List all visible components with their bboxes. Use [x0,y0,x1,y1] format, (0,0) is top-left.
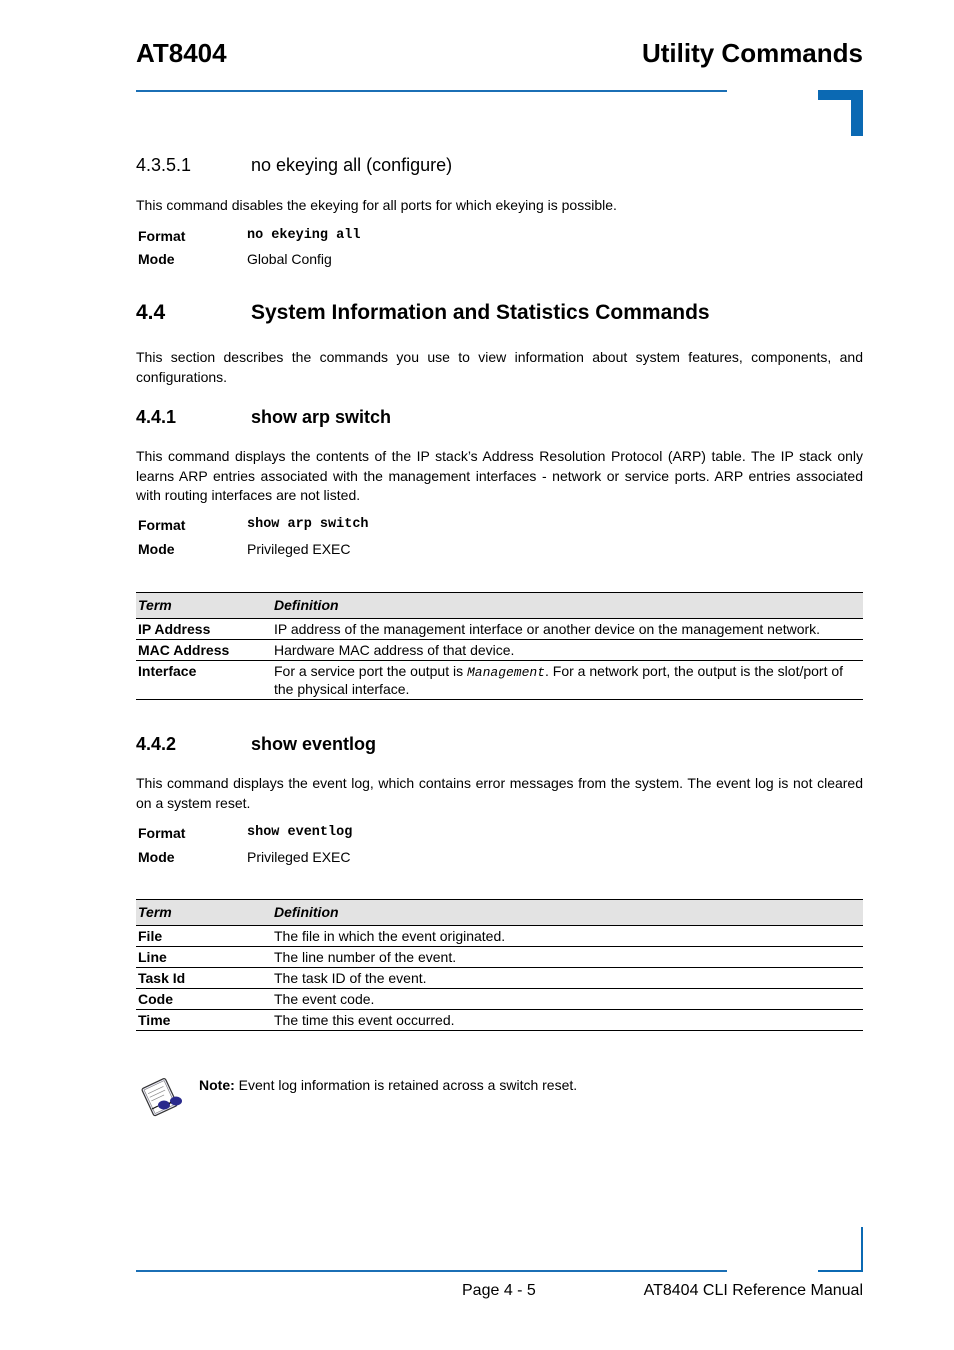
definition-cell: The file in which the event originated. [272,926,863,947]
table-header-row [136,593,863,619]
footer-corner-mark-base [818,1270,863,1272]
table-row [136,968,863,989]
subsection-description: This command displays the event log, which contains error messages from the system. The event log is not cleared on a system reset. [136,775,863,811]
eventlog-definition-table [136,899,863,1031]
section-number: 4.3.5.1 [136,155,192,175]
corner-mark-side [851,90,863,136]
inline-code: Management [466,665,545,680]
term-cell: Task Id [136,968,272,989]
format-command: show eventlog [247,825,353,840]
definition-column-header: Definition [272,900,863,926]
definition-cell: The task ID of the event. [272,968,863,989]
definition-cell: The time this event occurred. [272,1010,863,1031]
note-body: Event log information is retained across a switch reset. [234,1077,578,1093]
table-row [136,989,863,1010]
mode-value: Privileged EXEC [247,849,351,865]
page-number: Page 4 - 5 [462,1282,536,1299]
table-row [136,619,863,640]
definition-text: . For a network port, the output is the slot/port of the physical interface. [274,663,844,697]
subsection-number: 4.4.2 [136,734,177,754]
format-command: no ekeying all [247,228,361,243]
mode-label: Mode [138,541,175,557]
footer-corner-mark [861,1227,863,1272]
term-column-header: Term [136,900,272,926]
chapter-section-title: System Information and Statistics Commands [251,301,710,324]
term-cell: IP Address [136,619,272,640]
definition-cell: The line number of the event. [272,947,863,968]
mode-value: Global Config [247,251,332,267]
table-row [136,640,863,661]
section-description: This command disables the ekeying for all ports for which ekeying is possible. [136,197,617,213]
term-cell: MAC Address [136,640,272,661]
footer-rule [136,1270,727,1272]
definition-text: For a service port the output is [274,663,467,679]
subsection-description: This command displays the contents of the IP stack’s Address Resolution Protocol (ARP) table. The IP stack only learns ARP entries associated with the management interfaces - network or service ports. ARP entries associated with routing interfaces are not listed. [136,448,863,503]
term-cell: Interface [136,661,272,700]
term-column-header: Term [136,593,272,619]
subsection-title: show arp switch [251,407,392,427]
subsection-number: 4.4.1 [136,407,177,427]
chapter-section-number: 4.4 [136,301,166,324]
mode-label: Mode [138,849,175,865]
table-row [136,926,863,947]
table-row [136,1010,863,1031]
header-chapter: Utility Commands [641,38,863,68]
chapter-section-description: This section describes the commands you use to view information about system features, components, and configurations. [136,349,863,385]
term-cell: Time [136,1010,272,1031]
term-cell: Code [136,989,272,1010]
note-text [199,1076,577,1094]
term-cell: File [136,926,272,947]
table-row [136,947,863,968]
section-title: no ekeying all (configure) [251,155,453,175]
definition-cell: IP address of the management interface or another device on the management network. [272,619,863,640]
definition-column-header: Definition [272,593,863,619]
format-label: Format [138,228,186,244]
format-label: Format [138,825,186,841]
definition-cell [272,661,863,700]
table-row [136,661,863,700]
mode-label: Mode [138,251,175,267]
mode-value: Privileged EXEC [247,541,351,557]
table-header-row [136,900,863,926]
subsection-title: show eventlog [251,734,377,754]
arp-definition-table [136,592,863,700]
header-rule [136,90,727,92]
note-book-icon [138,1076,184,1120]
definition-cell: The event code. [272,989,863,1010]
definition-cell: Hardware MAC address of that device. [272,640,863,661]
manual-title: AT8404 CLI Reference Manual [643,1282,863,1299]
format-command: show arp switch [247,517,369,532]
header-product: AT8404 [136,38,227,68]
term-cell: Line [136,947,272,968]
note-label: Note: [199,1077,235,1093]
format-label: Format [138,517,186,533]
